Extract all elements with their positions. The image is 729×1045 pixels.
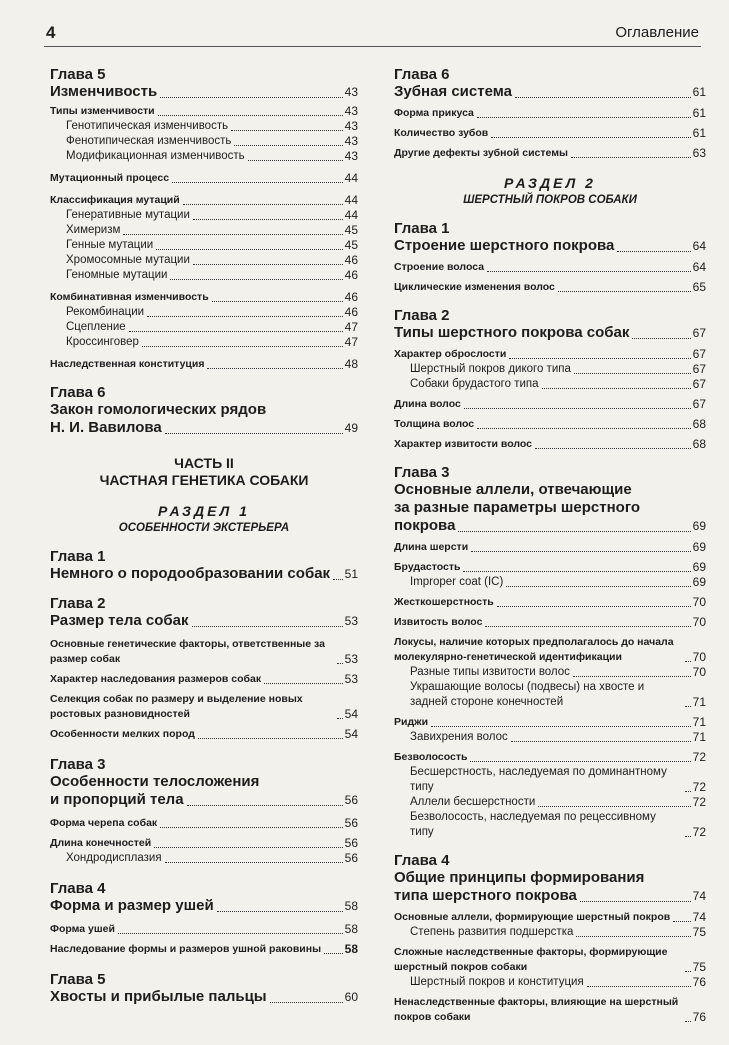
- toc-entry[interactable]: Комбинативная изменчивость 46: [50, 290, 358, 304]
- toc-entry[interactable]: Строение волоса 64: [394, 260, 706, 274]
- toc-entry[interactable]: Особенности мелких пород 54: [50, 727, 358, 741]
- toc-entry[interactable]: Толщина волос 68: [394, 417, 706, 431]
- toc-entry[interactable]: Шерстный покров дикого типа 67: [410, 362, 706, 376]
- toc-entry[interactable]: Строение шерстного покрова 64: [394, 237, 706, 254]
- toc-entry[interactable]: Хвосты и прибылые пальцы 60: [50, 988, 358, 1005]
- toc-entry[interactable]: Хондродисплазия 56: [66, 851, 358, 865]
- toc-entry[interactable]: Improper coat (IC) 69: [410, 575, 706, 589]
- page-header: [0, 0, 729, 44]
- toc-entry[interactable]: Химеризм 45: [66, 223, 358, 237]
- chapter-heading: Глава 5: [50, 66, 106, 83]
- chapter-heading: Глава 3: [50, 756, 106, 773]
- toc-entry[interactable]: Циклические изменения волос 65: [394, 280, 706, 294]
- toc-entry[interactable]: Сложные наследственные факторы, формирующие шерстный покров собаки 75: [394, 946, 706, 974]
- chapter-heading: Глава 2: [50, 595, 106, 612]
- toc-entry[interactable]: Мутационный процесс 44: [50, 171, 358, 185]
- chapter-heading: Глава 6: [394, 66, 450, 83]
- toc-entry[interactable]: Степень развития подшерстка 75: [410, 925, 706, 939]
- toc-entry[interactable]: Наследование формы и размеров ушной раковины 58: [50, 942, 358, 956]
- toc-entry[interactable]: Украшающие волосы (подвесы) на хвосте и задней стороне конечностей 71: [410, 681, 706, 709]
- chapter-heading: Глава 2: [394, 307, 450, 324]
- toc-entry[interactable]: типа шерстного покрова 74: [394, 887, 706, 904]
- chapter-heading: Глава 4: [394, 852, 450, 869]
- toc-entry[interactable]: и пропорций тела 56: [50, 791, 358, 808]
- toc-entry[interactable]: Немного о породообразовании собак 51: [50, 565, 358, 582]
- toc-entry[interactable]: Шерстный покров и конституция 76: [410, 975, 706, 989]
- toc-entry[interactable]: Генеративные мутации 44: [66, 208, 358, 222]
- toc-entry[interactable]: Завихрения волос 71: [410, 730, 706, 744]
- toc-entry[interactable]: Изменчивость 43: [50, 83, 358, 100]
- chapter-heading: Глава 1: [394, 220, 450, 237]
- toc-entry[interactable]: Хромосомные мутации 46: [66, 253, 358, 267]
- toc-entry[interactable]: Жесткошерстность 70: [394, 595, 706, 609]
- toc-entry[interactable]: Длина волос 67: [394, 397, 706, 411]
- toc-entry[interactable]: Длина конечностей 56: [50, 836, 358, 850]
- toc-entry-line[interactable]: Основные аллели, отвечающие: [394, 481, 632, 498]
- part-title: ЧАСТЬ II: [174, 455, 234, 471]
- toc-entry[interactable]: Форма и размер ушей 58: [50, 897, 358, 914]
- toc-entry[interactable]: Длина шерсти 69: [394, 540, 706, 554]
- header-rule: [44, 46, 701, 47]
- chapter-heading: Глава 5: [50, 971, 106, 988]
- toc-entry[interactable]: Разные типы извитости волос 70: [410, 665, 706, 679]
- toc-entry[interactable]: Генные мутации 45: [66, 238, 358, 252]
- toc-entry[interactable]: Зубная система 61: [394, 83, 706, 100]
- page-number: 4: [46, 23, 56, 42]
- toc-entry[interactable]: Риджи 71: [394, 715, 706, 729]
- chapter-heading: Глава 3: [394, 464, 450, 481]
- toc-entry[interactable]: Характер оброслости 67: [394, 347, 706, 361]
- toc-entry[interactable]: Форма черепа собак 56: [50, 816, 358, 830]
- toc-entry-line[interactable]: за разные параметры шерстного: [394, 499, 641, 516]
- toc-entry[interactable]: Форма ушей 58: [50, 922, 358, 936]
- toc-entry[interactable]: Характер наследования размеров собак 53: [50, 672, 358, 686]
- toc-entry[interactable]: Локусы, наличие которых предполагалось до начала молекулярно-генетической идентификации 70: [394, 636, 706, 664]
- toc-entry[interactable]: Безволосость 72: [394, 750, 706, 764]
- toc-entry[interactable]: Характер извитости волос 68: [394, 437, 706, 451]
- toc-entry-line[interactable]: Закон гомологических рядов: [50, 401, 267, 418]
- toc-entry[interactable]: Ненаследственные факторы, влияющие на шерстный покров собаки 76: [394, 996, 706, 1024]
- toc-entry[interactable]: Аллели бесшерстности 72: [410, 795, 706, 809]
- toc-entry[interactable]: Извитость волос 70: [394, 615, 706, 629]
- toc-entry[interactable]: Фенотипическая изменчивость 43: [66, 134, 358, 148]
- toc-entry-line[interactable]: Особенности телосложения: [50, 773, 260, 790]
- toc-entry[interactable]: Типы шерстного покрова собак 67: [394, 324, 706, 341]
- toc-entry[interactable]: Основные генетические факторы, ответственные за размер собак 53: [50, 638, 358, 666]
- running-head: Оглавление: [615, 24, 699, 41]
- chapter-heading: Глава 6: [50, 384, 106, 401]
- section-subtitle: ОСОБЕННОСТИ ЭКСТЕРЬЕРА: [118, 522, 290, 534]
- toc-entry[interactable]: Генотипическая изменчивость 43: [66, 119, 358, 133]
- toc-entry[interactable]: Кроссинговер 47: [66, 335, 358, 349]
- toc-entry[interactable]: Безволосость, наследуемая по рецессивному типу 72: [410, 811, 706, 839]
- toc-entry[interactable]: Количество зубов 61: [394, 126, 706, 140]
- section-title: РАЗДЕЛ 1: [158, 503, 250, 519]
- toc-entry[interactable]: Форма прикуса 61: [394, 106, 706, 120]
- toc-entry-line[interactable]: Общие принципы формирования: [394, 869, 645, 886]
- toc-entry[interactable]: Брудастость 69: [394, 560, 706, 574]
- toc-entry[interactable]: Типы изменчивости 43: [50, 104, 358, 118]
- toc-entry[interactable]: Селекция собак по размеру и выделение новых ростовых разновидностей 54: [50, 693, 358, 721]
- toc-entry[interactable]: Наследственная конституция 48: [50, 357, 358, 371]
- toc-entry[interactable]: Геномные мутации 46: [66, 268, 358, 282]
- toc-entry[interactable]: Рекомбинации 46: [66, 305, 358, 319]
- toc-entry[interactable]: Сцепление 47: [66, 320, 358, 334]
- section-subtitle: ШЕРСТНЫЙ ПОКРОВ СОБАКИ: [463, 194, 637, 206]
- toc-column-left: [50, 66, 358, 1006]
- chapter-heading: Глава 4: [50, 880, 106, 897]
- toc-entry[interactable]: Классификация мутаций 44: [50, 193, 358, 207]
- toc-entry[interactable]: Бесшерстность, наследуемая по доминантному типу 72: [410, 766, 706, 794]
- toc-entry[interactable]: Размер тела собак 53: [50, 612, 358, 629]
- part-subtitle: ЧАСТНАЯ ГЕНЕТИКА СОБАКИ: [99, 472, 309, 488]
- toc-entry[interactable]: покрова 69: [394, 517, 706, 534]
- toc-entry[interactable]: Н. И. Вавилова 49: [50, 419, 358, 436]
- toc-entry[interactable]: Модификационная изменчивость 43: [66, 149, 358, 163]
- toc-entry[interactable]: Основные аллели, формирующие шерстный покров 74: [394, 910, 706, 924]
- toc-column-right: [394, 66, 706, 1025]
- toc-entry[interactable]: Собаки брудастого типа 67: [410, 377, 706, 391]
- toc-entry[interactable]: Другие дефекты зубной системы 63: [394, 146, 706, 160]
- section-title: РАЗДЕЛ 2: [504, 175, 596, 191]
- chapter-heading: Глава 1: [50, 548, 106, 565]
